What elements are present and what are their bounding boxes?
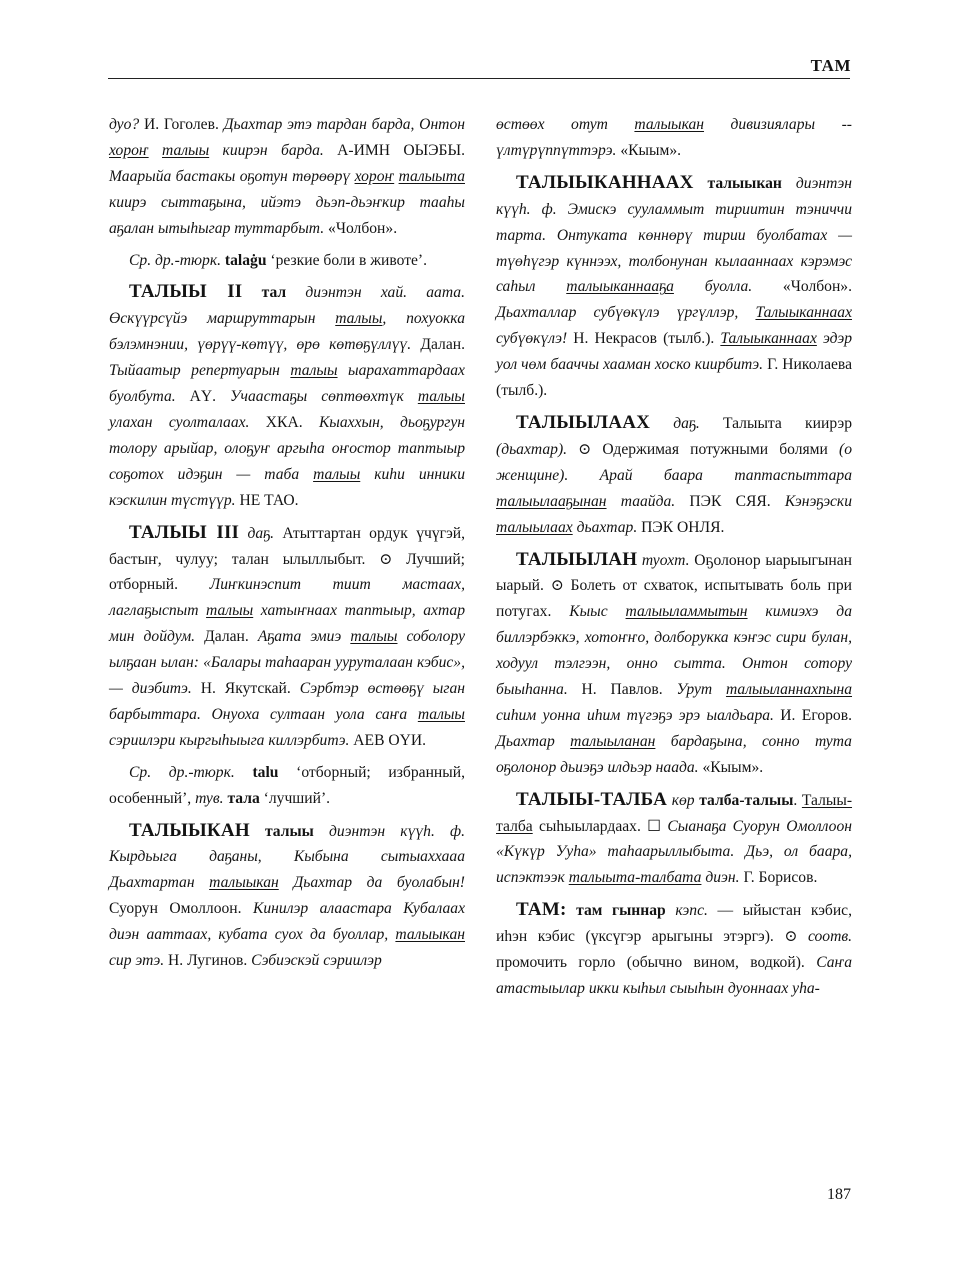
entry-continuation: өстөөх отут талыыкан дивизиялары ‑‑ үлтүрүппүттэрэ. «Кыым». (496, 116, 852, 159)
header-rule (108, 78, 850, 79)
headword: ТАЛЫЫ-ТАЛБА (516, 788, 668, 810)
entry-talyy-2: ТАЛЫЫ II тал диэнтэн хай. аата. Өскүүрсүйэ маршруттарын талыы, похуокка бэлэмнэнии, үөрүү-көтүү, өрө көтөҕүллүү. Далан. Тыйаатыр репертуарын талыы ыарахаттардаах буолбута. АҮ. Учаастаҕы сөптөөхтүк талыы улахан суолталаах. ХКА. Кыаххын, дьоҕургун толору арыйар, олоҕуҥ аргыһа оҥостор таптыыр соҕотох идэҕин — таба талыы киһи инники кэскилин түстүүр. НЕ ТАО. (109, 281, 466, 509)
entry-tam: ТАМ: там гыннар кэпс. — ыйыстан кэбис, иһэн кэбис (үксүгэр арыгыны этэргэ). ⊙ соотв. промочить горло (обычно вином, водкой). Саҥа атастыылар икки кыһыл сыыһын дуоннаах уһа- (496, 899, 853, 997)
page-header-title: ТАМ (810, 56, 851, 75)
left-column (109, 112, 465, 980)
headword: ТАЛЫЫКАННААХ (516, 171, 694, 193)
headword: ТАМ: (516, 899, 567, 921)
headword: ТАЛЫЫЛААХ (516, 411, 651, 433)
headword: ТАЛЫЫ III (129, 521, 240, 543)
headword: ТАЛЫЫ II (129, 281, 243, 303)
entry-talyykan: ТАЛЫЫКАН талыы диэнтэн күүһ. ф. Кырдьыга даҕаны, Кыбына сытыаххааа Дьахтартан талыыкан Дьахтар да буолабын! Суорун Омоллоон. Кинилэр алаастара Кубалаах диэн ааттаах, кубата суох да буоллар, талыыкан сир этэ. Н. Лугинов. Сэбиэскэй сэриилэр (109, 819, 466, 970)
right-column (496, 112, 852, 1008)
etymology-note: Ср. др.-тюрк. talu ‘отборный; избранный, особенный’, тув. тала ‘лучший’. (109, 763, 465, 807)
translation-circle-icon: ⊙ (784, 928, 808, 946)
entry-continuation: дуо? И. Гоголев. Дьахтар этэ тардан барда, Онтон хороҥ талыы киирэн барда. А-ИМН ОЫЭБЫ. Маарыйа бастакы оҕотун төрөөрү хороҥ талыыта киирэ сыттаҕына, ийэтэ дьэп-дьэҥкир тааһы аҕалан ытыһыгар туттарбыт. «Чолбон». (109, 116, 465, 237)
entry-talyykannaakh: ТАЛЫЫКАННААХ талыыкан диэнтэн күүһ. ф. Эмискэ сууламмыт тириитин тэниччи тарта. Онтукатa көннөрү тирии буолбатах — түөһүгэр күннээх, толбонунан кылааннаах кэрэмэс саһыл талыыканнааҕа буолла. «Чолбон». Дьахталлар субүөкүлэ үргүллэр, Талыыканнаах субүөкүлэ! Н. Некрасов (тылб.). Талыыканнаах эдэр уол чөм бааччы хааман хоско киирбитэ. Г. Николаева (тылб.). (496, 171, 852, 400)
phraseology-box-icon: ☐ (647, 817, 668, 835)
etymology-note: Ср. др.-тюрк. talaġu ‘резкие боли в животе’. (129, 251, 428, 269)
entry-talyy-talba: ТАЛЫЫ-ТАЛБА көр талба-талыы. Талыы-талба сыһыылардаах. ☐ Сыанаҕа Суорун Омоллоон «Күкүр Ууһа» таһаарыллыбыта. Дьэ, ол баара, испэктээк талыыта-талбата диэн. Г. Борисов. (496, 788, 853, 887)
headword: ТАЛЫЫЛАН (516, 548, 638, 570)
page-number: 187 (827, 1186, 851, 1203)
entry-talyy-3: ТАЛЫЫ III даҕ. Атыттартан ордук үчүгэй, бастыҥ, чулуу; талан ылыллыбыт. ⊙ Лучший; отборный. Лиҥкинэспит тиит мастаах, лаглаҕыспыт талыы хатыҥнаах таптыыр, ахтар мин дойдум. Далан. Аҕата эмиэ талыы соболору ылҕаан ылан: «Балары таһааран ууруталаан кэбис», — диэбитэ. Н. Якутскай. Сэрбтэр өстөөҕү ыган барбыттара. Онуоха султаан уола саҥа талыы сэриилэри кыргыһыыга киллэрбитэ. АЕВ ОҮИ. (109, 521, 466, 749)
headword: ТАЛЫЫКАН (129, 819, 250, 841)
entry-talyylaakh: ТАЛЫЫЛААХ даҕ. Талыыта киирэр (дьахтар). ⊙ Одержимая потужными болями (о женщине). Арай баара таптаспыттара талыылааҕынан таайда. ПЭК СЯЯ. Кэнэҕэски талыылаах дьахтар. ПЭК ОНЛЯ. (496, 411, 852, 536)
entry-talyylan: ТАЛЫЫЛАН туохт. Оҕолонор ыарыыгынан ыарый. ⊙ Болеть от схваток, испытывать боль при потугах. Кыыс талыыламмытын кимиэхэ да биллэрбэккэ, хотоҥҥо, долборукка кэҥэс сири булан, ходуул тэлгээн, онно сытта. Онтон сотору быыһанна. Н. Павлов. Урут талыыланнахпына сиһим уонна иһим түгэҕэ эрэ ыалдьара. И. Егоров. Дьахтар талыыланан бардаҕына, сонно тута оҕолонор дьиэҕэ илдьэр наада. «Кыым». (496, 548, 853, 776)
